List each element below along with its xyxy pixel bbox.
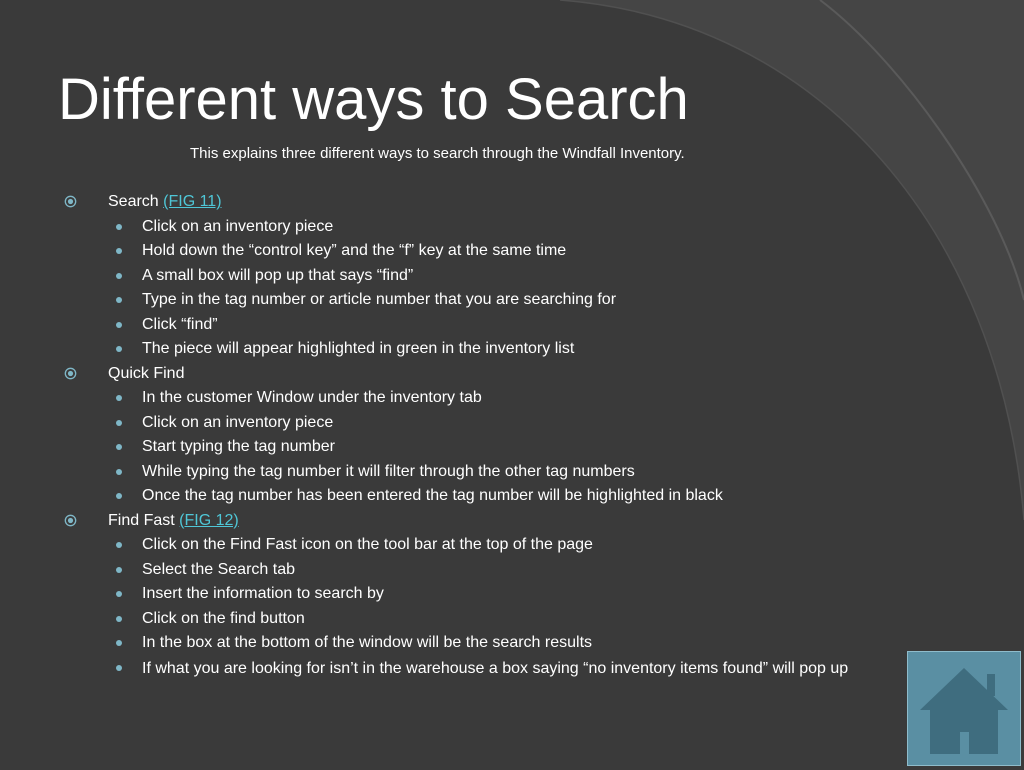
dot-bullet-icon	[116, 273, 122, 279]
circle-bullet-icon	[64, 514, 77, 527]
section-quick-find	[64, 362, 884, 509]
list-item: Once the tag number has been entered the tag number will be highlighted in black	[64, 484, 884, 509]
dot-bullet-icon	[116, 248, 122, 254]
list-item: If what you are looking for isn’t in the warehouse a box saying “no inventory items found” will pop up	[64, 656, 884, 681]
list-item: Start typing the tag number	[64, 435, 884, 460]
list-item: Click on an inventory piece	[64, 215, 884, 240]
slide-title: Different ways to Search	[58, 67, 689, 132]
dot-bullet-icon	[116, 395, 122, 401]
dot-bullet-icon	[116, 616, 122, 622]
slide-subtitle: This explains three different ways to search through the Windfall Inventory.	[190, 145, 685, 162]
dot-bullet-icon	[116, 665, 122, 671]
fig-12-link[interactable]: (FIG 12)	[179, 511, 239, 529]
dot-bullet-icon	[116, 297, 122, 303]
home-button[interactable]	[907, 651, 1021, 766]
list-item: Click on the find button	[64, 607, 884, 632]
dot-bullet-icon	[116, 640, 122, 646]
list-item: Click “find”	[64, 313, 884, 338]
section-search	[64, 190, 884, 362]
dot-bullet-icon	[116, 542, 122, 548]
list-item: Hold down the “control key” and the “f” key at the same time	[64, 239, 884, 264]
section-find-fast	[64, 509, 884, 681]
list-item: The piece will appear highlighted in green in the inventory list	[64, 337, 884, 362]
home-icon	[908, 652, 1020, 765]
section-label: Find Fast	[108, 511, 175, 529]
dot-bullet-icon	[116, 469, 122, 475]
list-item: Type in the tag number or article number that you are searching for	[64, 288, 884, 313]
section-label: Quick Find	[108, 364, 185, 382]
dot-bullet-icon	[116, 420, 122, 426]
dot-bullet-icon	[116, 591, 122, 597]
section-heading	[64, 190, 884, 215]
dot-bullet-icon	[116, 322, 122, 328]
section-heading	[64, 362, 884, 387]
list-item: While typing the tag number it will filter through the other tag numbers	[64, 460, 884, 485]
fig-11-link[interactable]: (FIG 11)	[163, 193, 222, 210]
list-item: In the box at the bottom of the window will be the search results	[64, 631, 884, 656]
dot-bullet-icon	[116, 444, 122, 450]
list-item: Click on an inventory piece	[64, 411, 884, 436]
list-item: Click on the Find Fast icon on the tool bar at the top of the page	[64, 533, 884, 558]
dot-bullet-icon	[116, 346, 122, 352]
section-label: Search	[108, 193, 159, 210]
circle-bullet-icon	[64, 195, 77, 208]
list-item: Select the Search tab	[64, 558, 884, 583]
circle-bullet-icon	[64, 367, 77, 380]
list-item: Insert the information to search by	[64, 582, 884, 607]
section-heading	[64, 509, 884, 534]
dot-bullet-icon	[116, 493, 122, 499]
dot-bullet-icon	[116, 224, 122, 230]
list-item: In the customer Window under the inventory tab	[64, 386, 884, 411]
dot-bullet-icon	[116, 567, 122, 573]
list-item: A small box will pop up that says “find”	[64, 264, 884, 289]
bullet-content	[64, 190, 884, 681]
